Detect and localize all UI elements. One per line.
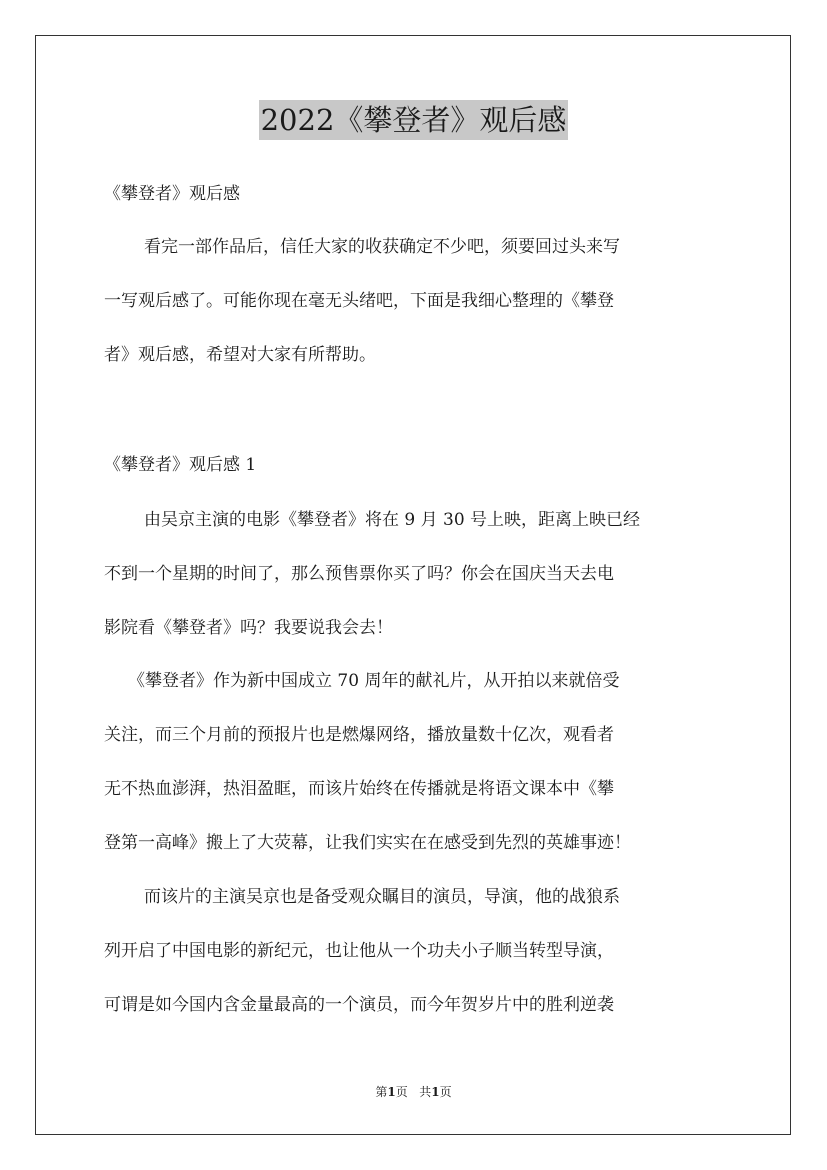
paragraph-line: 可谓是如今国内含金量最高的一个演员，而今年贺岁片中的胜利逆袭 (104, 995, 614, 1015)
subheading-intro: 《攀登者》观后感 (104, 184, 240, 204)
intro-paragraph (104, 220, 744, 382)
page-number: 1 (387, 1085, 396, 1099)
paragraph-line: 影院看《攀登者》吗？我要说我会去！ (104, 618, 393, 638)
paragraph-line: 登第一高峰》搬上了大荧幕，让我们实实在在感受到先烈的英雄事迹！ (104, 833, 631, 853)
title-container (0, 100, 827, 140)
paragraph-line: 一写观后感了。可能你现在毫无头绪吧，下面是我细心整理的《攀登 (104, 291, 614, 311)
page-footer (0, 1084, 827, 1100)
body-paragraph-2 (104, 654, 744, 870)
page-suffix: 页 (395, 1085, 408, 1099)
page-prefix: 第 (375, 1085, 388, 1099)
subheading-section-1: 《攀登者》观后感 1 (104, 455, 257, 475)
paragraph-line: 列开启了中国电影的新纪元，也让他从一个功夫小子顺当转型导演， (104, 941, 614, 961)
page-title: 2022《攀登者》观后感 (259, 100, 569, 140)
paragraph-line: 由吴京主演的电影《攀登者》将在 9 月 30 号上映，距离上映已经 (144, 510, 641, 530)
total-prefix: 共 (419, 1085, 432, 1099)
total-pages: 1 (431, 1085, 440, 1099)
body-paragraph-3 (104, 870, 744, 1032)
paragraph-line: 不到一个星期的时间了，那么预售票你买了吗？你会在国庆当天去电 (104, 564, 614, 584)
paragraph-line: 看完一部作品后，信任大家的收获确定不少吧，须要回过头来写 (144, 237, 620, 257)
paragraph-line: 关注，而三个月前的预报片也是燃爆网络，播放量数十亿次，观看者 (104, 725, 614, 745)
paragraph-line: 者》观后感，希望对大家有所帮助。 (104, 345, 376, 365)
total-suffix: 页 (439, 1085, 452, 1099)
body-paragraph-1 (104, 493, 744, 655)
paragraph-line: 《攀登者》作为新中国成立 70 周年的献礼片，从开拍以来就倍受 (128, 671, 620, 691)
paragraph-line: 而该片的主演吴京也是备受观众瞩目的演员，导演，他的战狼系 (144, 887, 620, 907)
paragraph-line: 无不热血澎湃，热泪盈眶，而该片始终在传播就是将语文课本中《攀 (104, 779, 614, 799)
